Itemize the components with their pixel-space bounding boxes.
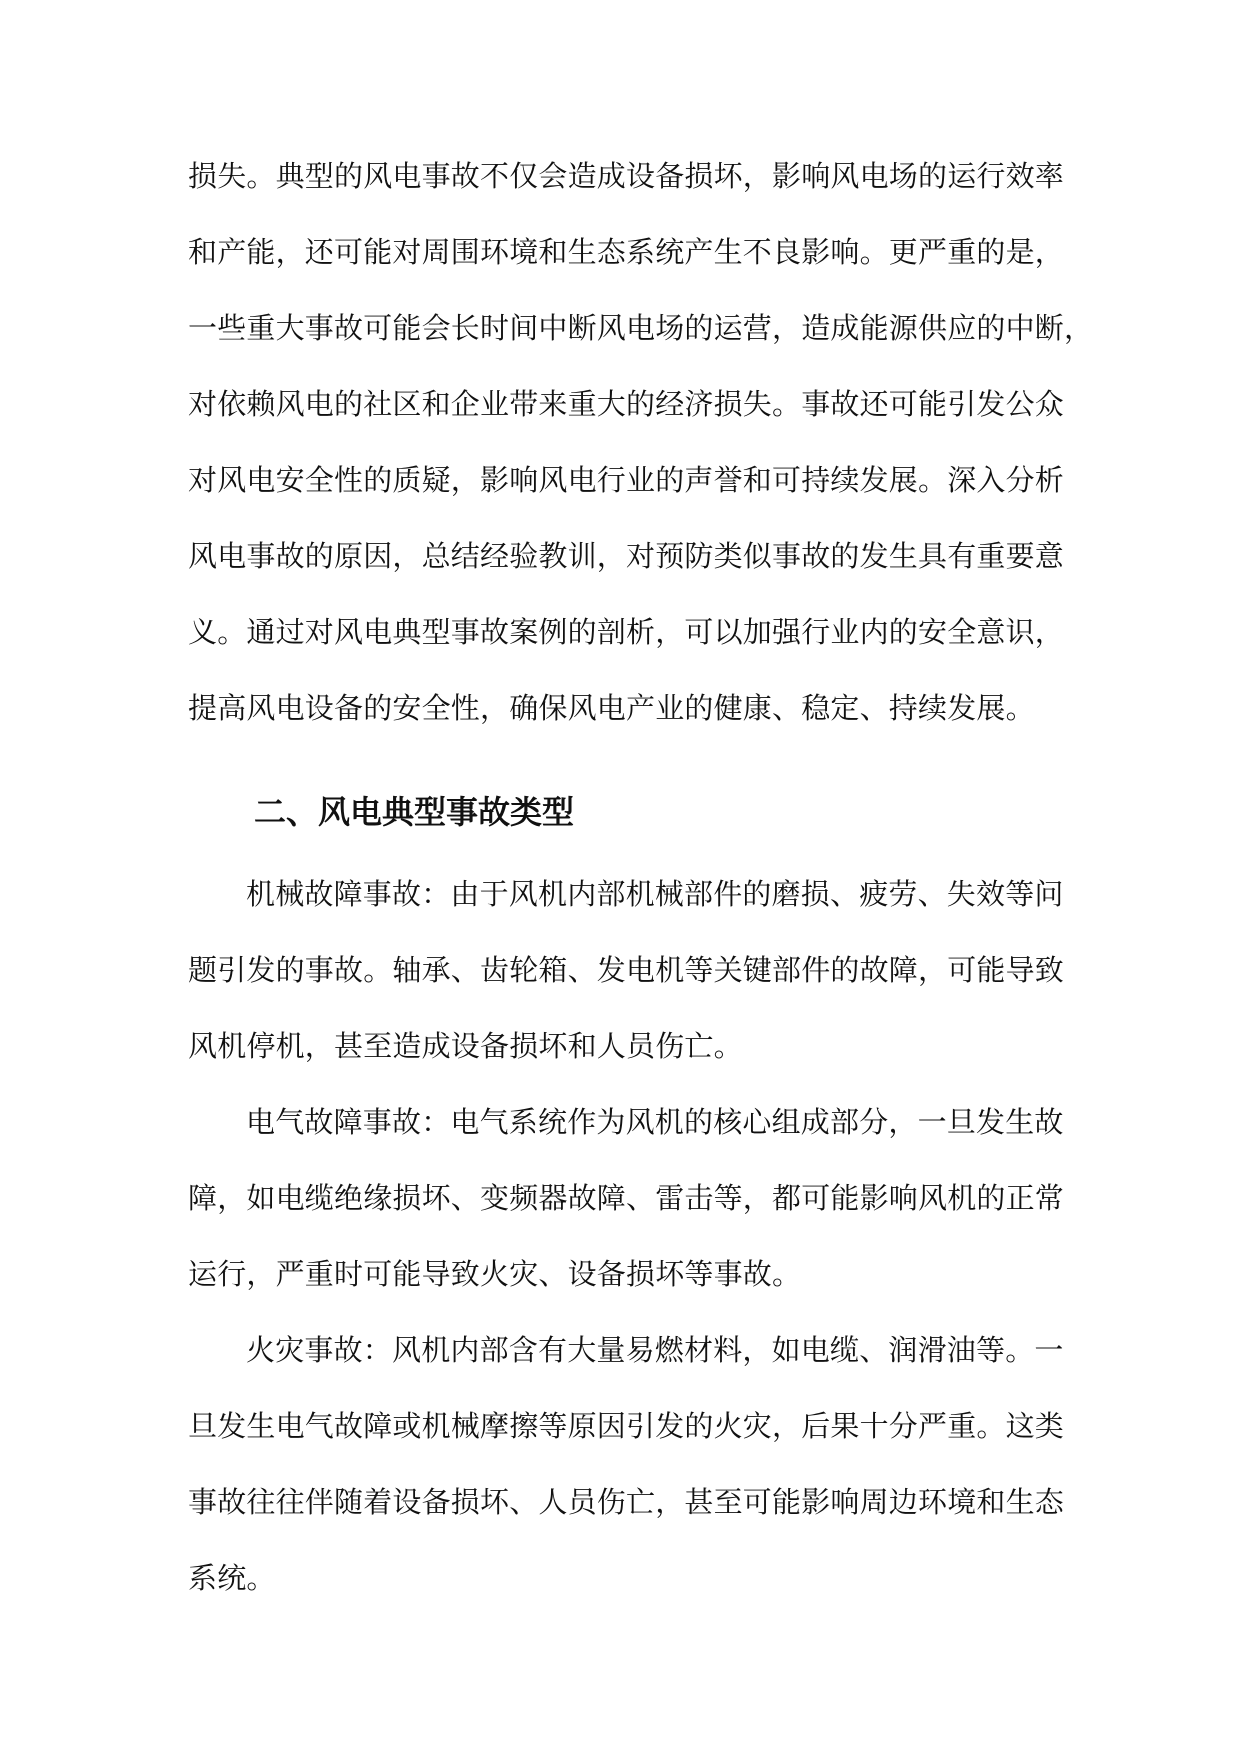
intro-paragraph — [188, 138, 1094, 746]
paragraph-line: 机械故障事故：由于风机内部机械部件的磨损、疲劳、失效等问 — [246, 877, 1064, 911]
paragraph-line: 损失。典型的风电事故不仅会造成设备损坏，影响风电场的运行效率 — [188, 159, 1065, 193]
paragraph-line: 提高风电设备的安全性，确保风电产业的健康、稳定、持续发展。 — [188, 691, 1035, 725]
paragraph-line: 题引发的事故。轴承、齿轮箱、发电机等关键部件的故障，可能导致 — [188, 953, 1065, 987]
paragraph-line: 运行，严重时可能导致火灾、设备损坏等事故。 — [188, 1257, 802, 1291]
paragraph-line: 对风电安全性的质疑，影响风电行业的声誉和可持续发展。深入分析 — [188, 463, 1065, 497]
paragraph-line: 风电事故的原因，总结经验教训，对预防类似事故的发生具有重要意 — [188, 539, 1065, 573]
paragraph-line: 义。通过对风电典型事故案例的剖析，可以加强行业内的安全意识， — [188, 615, 1065, 649]
electrical-paragraph — [188, 1084, 1078, 1312]
fire-paragraph — [188, 1312, 1078, 1616]
paragraph-line: 事故往往伴随着设备损坏、人员伤亡，甚至可能影响周边环境和生态 — [188, 1485, 1065, 1519]
paragraph-line: 火灾事故：风机内部含有大量易燃材料，如电缆、润滑油等。一 — [246, 1333, 1064, 1367]
section-heading: 二、风电典型事故类型 — [254, 793, 575, 831]
page-content — [188, 138, 1094, 1616]
paragraph-line: 对依赖风电的社区和企业带来重大的经济损失。事故还可能引发公众 — [188, 387, 1065, 421]
paragraph-line: 和产能，还可能对周围环境和生态系统产生不良影响。更严重的是， — [188, 235, 1065, 269]
paragraph-line: 系统。 — [188, 1561, 276, 1595]
mechanical-paragraph — [188, 856, 1078, 1084]
paragraph-line: 电气故障事故：电气系统作为风机的核心组成部分，一旦发生故 — [246, 1105, 1064, 1139]
paragraph-line: 风机停机，甚至造成设备损坏和人员伤亡。 — [188, 1029, 743, 1063]
paragraph-line: 一些重大事故可能会长时间中断风电场的运营，造成能源供应的中断， — [188, 311, 1094, 345]
paragraph-line: 障，如电缆绝缘损坏、变频器故障、雷击等，都可能影响风机的正常 — [188, 1181, 1065, 1215]
paragraph-line: 旦发生电气故障或机械摩擦等原因引发的火灾，后果十分严重。这类 — [188, 1409, 1065, 1443]
